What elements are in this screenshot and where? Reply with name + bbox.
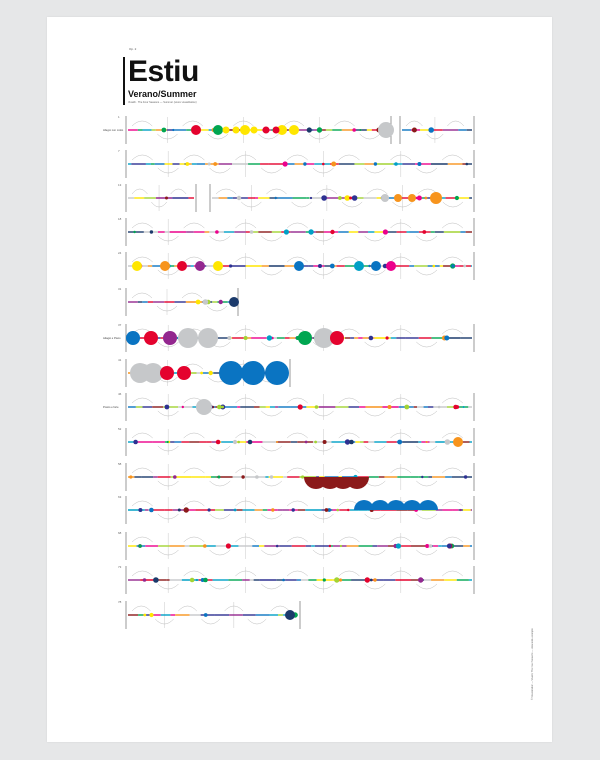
note-circle [163, 331, 177, 345]
phrase-arc [339, 571, 360, 576]
note-dot [352, 128, 356, 132]
note-circle [213, 261, 223, 271]
extra-note-dot [352, 195, 358, 201]
note-dot [347, 509, 349, 511]
note-dot [397, 440, 402, 445]
phrase-arc [339, 433, 360, 438]
note-dot [167, 441, 169, 443]
note-circle [160, 366, 174, 380]
note-dot [138, 544, 142, 548]
extra-phrase-arc [266, 189, 286, 194]
note-dot [203, 578, 208, 583]
phrase-arc [132, 398, 153, 403]
note-dot [216, 440, 221, 445]
phrase-arc [365, 514, 386, 519]
phrase-arc [183, 121, 203, 126]
note-dot [303, 162, 306, 165]
phrase-arc [287, 257, 308, 262]
note-dot [143, 614, 146, 617]
phrase-arc [201, 619, 220, 624]
note-circle [126, 331, 140, 345]
note-circle [177, 366, 191, 380]
phrase-arc [339, 223, 360, 228]
phrase-arc [365, 236, 386, 241]
note-dot [227, 336, 231, 340]
note-dot [386, 336, 389, 339]
staff-number: 68 [118, 531, 122, 535]
staff-number: 7 [118, 149, 120, 153]
note-dot [149, 613, 153, 617]
note-dot [138, 508, 142, 512]
note-dot [208, 163, 211, 166]
phrase-arc [365, 168, 386, 173]
note-dot [369, 336, 374, 341]
note-dot [203, 299, 209, 305]
staff-number: 24 [118, 251, 122, 255]
phrase-arc [442, 223, 463, 228]
note-circle [219, 361, 243, 385]
note-dot [184, 507, 189, 512]
extra-phrase-arc [292, 202, 312, 207]
phrase-arc [339, 398, 360, 403]
note-dot [229, 264, 232, 267]
movement-label: Adagio e Piano [103, 337, 121, 340]
staff-number: 31 [118, 287, 122, 291]
note-circle [294, 261, 304, 271]
phrase-arc [171, 189, 186, 194]
half-disc [418, 500, 438, 510]
note-dot [396, 543, 401, 548]
extra-note-dot [349, 197, 352, 200]
phrase-arc [416, 168, 437, 173]
phrase-arc [132, 537, 153, 542]
phrase-arc [261, 168, 282, 173]
note-dot [322, 163, 325, 166]
note-dot [182, 406, 184, 408]
note-dot [200, 372, 203, 375]
phrase-arc [210, 514, 231, 519]
phrase-arc [261, 411, 282, 416]
staff-number: 46 [118, 392, 122, 396]
note-circle [378, 122, 394, 138]
phrase-arc [442, 433, 463, 438]
phrase-arc [416, 411, 437, 416]
phrase-arc [210, 168, 231, 173]
phrase-arc [261, 446, 282, 451]
note-dot [217, 405, 222, 410]
note-circle [229, 297, 239, 307]
note-dot [370, 579, 373, 582]
note-dot [373, 578, 376, 581]
note-circle [241, 361, 265, 385]
poster-title: Estiu [128, 55, 199, 88]
staff-number: 37 [118, 323, 122, 327]
phrase-arc [132, 293, 152, 298]
note-circle [298, 331, 312, 345]
phrase-arc [271, 606, 290, 611]
note-dot [276, 545, 279, 548]
note-dot [226, 543, 231, 548]
note-dot [165, 197, 168, 200]
note-dot [234, 509, 237, 512]
phrase-arc [261, 236, 282, 241]
phrase-arc [287, 571, 308, 576]
note-dot [153, 577, 159, 583]
phrase-arc [132, 571, 153, 576]
note-dot [417, 162, 421, 166]
note-dot [331, 162, 336, 167]
note-dot [172, 129, 174, 131]
note-dot [444, 336, 449, 341]
note-dot [308, 229, 313, 234]
phrase-arc [442, 329, 463, 334]
extra-phrase-arc [406, 121, 423, 126]
note-circle [191, 125, 201, 135]
phrase-arc [442, 257, 463, 262]
phrase-arc [339, 537, 360, 542]
note-circle [381, 194, 389, 202]
note-dot [292, 508, 295, 511]
phrase-arc [182, 293, 202, 298]
note-circle [196, 399, 212, 415]
extra-note-dot [310, 197, 312, 199]
note-dot [438, 406, 441, 409]
note-dot [307, 127, 312, 132]
note-circle [263, 127, 270, 134]
phrase-arc [210, 550, 231, 555]
phrase-arc [132, 189, 147, 194]
staff-number: 73 [118, 565, 122, 569]
note-circle [354, 261, 364, 271]
note-circle [213, 125, 223, 135]
note-circle [144, 331, 158, 345]
extra-phrase-arc [367, 189, 387, 194]
note-dot [255, 475, 259, 479]
phrase-arc [365, 584, 386, 589]
phrase-arc [416, 446, 437, 451]
phrase-arc [210, 411, 231, 416]
note-circle [430, 192, 442, 204]
phrase-arc [132, 121, 152, 126]
note-circle [386, 261, 396, 271]
note-dot [323, 578, 326, 581]
movement-label: Allegro non molto [103, 129, 124, 132]
phrase-arc [259, 134, 279, 139]
phrase-arc [416, 550, 437, 555]
phrase-arc [248, 619, 267, 624]
note-dot [203, 544, 207, 548]
phrase-arc [210, 236, 231, 241]
phrase-arc [416, 342, 437, 347]
note-circle [160, 261, 170, 271]
note-dot [374, 162, 377, 165]
note-dot [276, 441, 278, 443]
note-dot [455, 405, 459, 409]
phrase-arc [210, 446, 231, 451]
note-circle [233, 127, 240, 134]
note-dot [282, 579, 285, 582]
phrase-arc [442, 571, 463, 576]
phrase-arc [184, 571, 205, 576]
extra-phrase-arc [443, 202, 463, 207]
phrase-arc [339, 155, 360, 160]
phrase-arc [287, 398, 308, 403]
phrase-arc [416, 481, 437, 486]
note-circle [177, 261, 187, 271]
phrase-arc [287, 155, 308, 160]
note-circle [178, 328, 198, 348]
note-dot [464, 475, 467, 478]
note-dot [317, 127, 322, 132]
note-circle [453, 437, 463, 447]
note-dot [237, 441, 240, 444]
note-dot [463, 265, 466, 268]
phrase-arc [207, 306, 227, 311]
note-dot [463, 406, 465, 408]
movement-label: Presto e forte [103, 406, 119, 409]
note-dot [421, 476, 423, 478]
extra-note-dot [412, 128, 417, 133]
note-dot [460, 509, 462, 511]
note-dot [150, 230, 153, 233]
phrase-arc [442, 501, 463, 506]
staff-number: 13 [118, 183, 122, 187]
phrase-arc [416, 270, 437, 275]
phrase-arc [184, 468, 205, 473]
phrase-arc [442, 537, 463, 542]
note-dot [336, 509, 339, 512]
note-circle [273, 127, 280, 134]
phrase-arc [360, 134, 380, 139]
phrase-arc [184, 155, 205, 160]
note-dot [404, 405, 409, 410]
phrase-arc [287, 501, 308, 506]
note-dot [209, 371, 213, 375]
note-dot [244, 336, 248, 340]
phrase-arc [184, 223, 205, 228]
staff-number: 41 [118, 358, 122, 362]
op-number: Op. 2 [129, 47, 137, 51]
phrase-arc [339, 257, 360, 262]
note-dot [418, 577, 423, 582]
note-dot [466, 163, 469, 166]
phrase-arc [210, 270, 231, 275]
phrase-arc [416, 236, 437, 241]
note-dot [425, 544, 429, 548]
note-dot [250, 230, 254, 234]
note-dot [340, 545, 342, 547]
staff-number: 58 [118, 462, 122, 466]
phrase-arc [210, 481, 231, 486]
note-dot [315, 405, 319, 409]
side-credit: © Visualization — Vivaldi, The Four Seasons — www.estiu.example [531, 628, 534, 700]
extra-note-dot [321, 195, 327, 201]
note-dot [208, 508, 211, 511]
extra-note-dot [425, 197, 428, 200]
note-dot [283, 161, 288, 166]
phrase-arc [334, 121, 354, 126]
phrase-arc [365, 550, 386, 555]
staff-number: 63 [118, 495, 122, 499]
phrase-arc [365, 411, 386, 416]
staff-number: 78 [118, 600, 122, 604]
note-dot [394, 162, 398, 166]
phrase-arc [261, 514, 282, 519]
extra-note-dot [428, 127, 434, 133]
phrase-arc [132, 223, 153, 228]
phrase-arc [442, 155, 463, 160]
note-circle [330, 331, 344, 345]
note-dot [298, 404, 303, 409]
note-dot [447, 544, 452, 549]
phrase-arc [261, 481, 282, 486]
note-dot [368, 265, 370, 267]
note-dot [190, 578, 195, 583]
note-dot [185, 162, 189, 166]
note-circle [198, 328, 218, 348]
phrase-arc [416, 514, 437, 519]
note-dot [219, 300, 223, 304]
extra-note-dot [417, 196, 422, 201]
note-dot [388, 405, 392, 409]
note-dot [241, 475, 244, 478]
phrase-arc [184, 537, 205, 542]
staff-number: 1 [118, 115, 120, 119]
note-dot [284, 229, 289, 234]
note-dot [325, 508, 329, 512]
note-dot [301, 475, 304, 478]
note-dot [330, 264, 335, 269]
phrase-arc [287, 223, 308, 228]
note-circle [240, 125, 250, 135]
phrase-arc [178, 606, 197, 611]
note-dot [383, 229, 388, 234]
phrase-arc [132, 433, 153, 438]
phrase-arc [287, 468, 308, 473]
note-circle [285, 610, 295, 620]
note-dot [196, 300, 201, 305]
note-circle [223, 127, 230, 134]
note-dot [178, 509, 181, 512]
phrase-arc [442, 468, 463, 473]
phrase-arc [365, 342, 386, 347]
note-dot [334, 577, 339, 582]
phrase-arc [210, 584, 231, 589]
note-circle [265, 361, 289, 385]
note-dot [359, 129, 361, 131]
note-dot [129, 475, 132, 478]
phrase-arc [287, 433, 308, 438]
note-dot [426, 441, 428, 443]
note-dot [329, 545, 331, 547]
note-dot [422, 230, 426, 234]
extra-phrase-arc [342, 202, 362, 207]
note-dot [217, 476, 220, 479]
phrase-arc [261, 550, 282, 555]
extra-note-dot [237, 196, 241, 200]
phrase-arc [261, 584, 282, 589]
note-dot [165, 405, 170, 410]
note-dot [149, 508, 154, 513]
note-dot [196, 579, 198, 581]
phrase-arc [132, 468, 153, 473]
phrase-arc [184, 501, 205, 506]
poster-subtitle: Verano/Summer [128, 89, 197, 99]
note-circle [289, 125, 299, 135]
phrase-arc [132, 501, 153, 506]
phrase-arc [132, 606, 151, 611]
phrase-arc [184, 433, 205, 438]
note-dot [133, 440, 138, 445]
note-dot [314, 441, 317, 444]
note-circle [195, 261, 205, 271]
extra-note-dot [275, 197, 277, 199]
note-dot [213, 162, 217, 166]
note-dot [267, 335, 272, 340]
phrase-arc [287, 537, 308, 542]
note-dot [339, 578, 342, 581]
note-dot [173, 475, 177, 479]
extra-phrase-arc [447, 121, 464, 126]
phrase-arc [132, 257, 153, 262]
note-dot [162, 128, 167, 133]
note-dot [349, 440, 354, 445]
note-dot [143, 578, 147, 582]
note-dot [429, 544, 433, 548]
staff-number: 18 [118, 217, 122, 221]
note-dot [221, 406, 224, 409]
note-circle [132, 261, 142, 271]
extra-phrase-arc [216, 189, 236, 194]
note-dot [271, 508, 274, 511]
note-dot [133, 231, 135, 233]
phrase-arc [339, 468, 360, 473]
note-dot [445, 439, 451, 445]
extra-note-dot [455, 196, 459, 200]
phrase-arc [442, 398, 463, 403]
note-dot [270, 475, 273, 478]
note-dot [433, 265, 436, 268]
note-dot [215, 230, 219, 234]
phrase-arc [132, 155, 153, 160]
note-circle [251, 127, 258, 134]
note-dot [305, 441, 308, 444]
note-dot [323, 440, 327, 444]
phrase-arc [416, 584, 437, 589]
note-dot [204, 613, 208, 617]
poster-credit: Vivaldi · The Four Seasons — Summer (score visualization) [128, 101, 197, 104]
note-circle [408, 194, 416, 202]
note-circle [394, 194, 402, 202]
note-dot [365, 577, 370, 582]
phrase-arc [261, 270, 282, 275]
note-dot [330, 230, 334, 234]
note-circle [371, 261, 381, 271]
note-dot [233, 440, 237, 444]
extra-note-dot [338, 196, 342, 200]
note-dot [248, 440, 253, 445]
note-dot [451, 264, 454, 267]
note-dot [318, 264, 322, 268]
phrase-arc [261, 342, 282, 347]
phrase-arc [365, 446, 386, 451]
staff-number: 52 [118, 427, 122, 431]
